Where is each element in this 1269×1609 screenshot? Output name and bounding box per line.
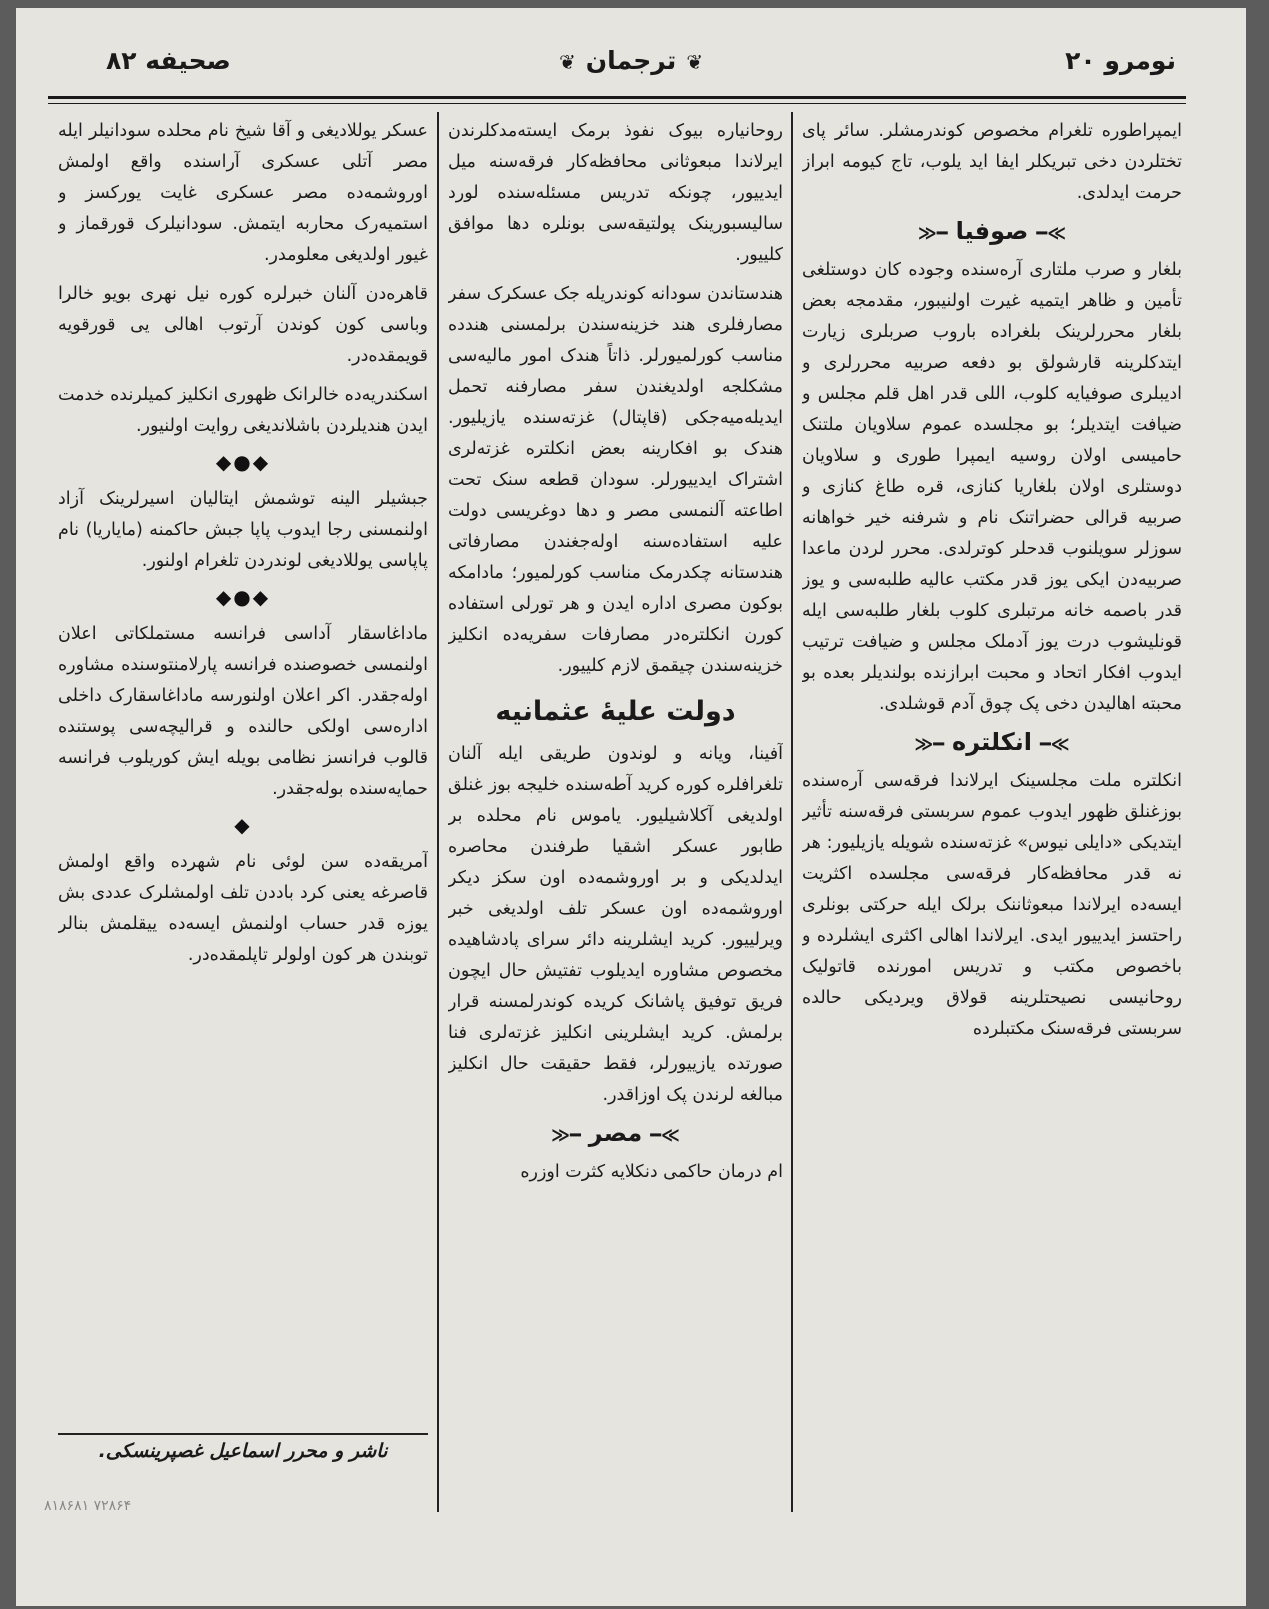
column-divider (791, 112, 793, 1512)
article-paragraph: انکلتره ملت مجلسینک ایرلاندا فرقه‌سی آره‌سنده بوزغنلق ظهور ایدوب عموم سربستی فرقه‌سنه تأثیر ایتدیکی «دایلی نیوس» غزته‌سنده شویله یازیلیور: هر نه قدر محافظه‌کار فرقه‌سی مجلسده اکثریت ایسه‌ده ایرلاندا مبعوثاننک برلک ایله حرکتی بونلری راحتسز ایدییور ایدی. ایرلاندا اهالی اکثری ایشلرده و باخصوص مکتب و تدریس امورنده قاتولیک روحانیسی نصیحتلرینه قولاق ویردیکی حالده سربستی فرقه‌سنک مکتبلرده (802, 771, 1182, 1039)
section-heading-sofia: ≫━صوفیا━≪ (917, 217, 1067, 245)
article-paragraph: هندستاندن سودانه کوندریله جک عسکرک سفر مصارفلری هند خزینه‌سندن برلمسنی هندده مناسب کورلمیورلر. ذاتاً هندک امور مالیه‌سی مشکلجه اولدیغندن سفر مصارفنه تحمل ایدیله‌میه‌جکی (قاپتال) غزته‌سنده یازیلیور. هندک بو افکارینه بعض انکلتره غزته‌لری اشتراک ایدییورلر. سودان قطعه سنک تحت اطاعته آلنمسی مصر و دها دوغریسی دولت علیه استفاده‌سنه اوله‌جغندن مصارفاتی هندستانه چکدرمک مناسب کورلمیور؛ مادامکه بوکون مصری اداره ایدن و هر تورلی استفاده کورن انکلتره‌در مصارفات سفریه‌ده انکلیز خزینه‌سندن چیقمق لازم کلییور. (448, 284, 783, 676)
article-paragraph: آمریقه‌ده سن لوئی نام شهرده واقع اولمش قاصرغه یعنی کرد باددن تلف اولمشلرک عددی بش یوزه قدر حساب اولنمش ایسه‌ده ییقلمش بنالر توبندن هر کون اولولر تاپلمقده‌در. (58, 852, 428, 965)
article-paragraph: جبشیلر الینه توشمش ایتالیان اسیرلرینک آزاد اولنمسنی رجا ایدوب پاپا جبش حاکمنه (مایاریا) نام پاپاسی یوللادیغی لوندردن تلغرام اولنور. (58, 489, 428, 571)
ornament-icon: ❦ (559, 50, 576, 74)
column-divider (437, 112, 439, 1512)
ornament-icon: ━≪ (551, 1125, 581, 1146)
section-title-ottoman-state: دولت علیهٔ عثمانیه (495, 696, 736, 727)
separator-ornament: ◆ (234, 813, 252, 837)
newspaper-title: ترجمان (585, 46, 677, 75)
ornament-icon: ≫━ (1039, 734, 1070, 755)
publisher-line: ناشر و محرر اسماعیل غصپرینسکی. (98, 1440, 388, 1462)
article-paragraph: روحانیاره بیوک نفوذ برمک ایسته‌مدکلرندن ایرلاندا مبعوثانی محافظه‌کار فرقه‌سنه میل ایدییور، چونکه تدریس مسئله‌سنده لورد سالیسبورینک پولتیقه‌سی بونلره دها موافق کلییور. (448, 121, 783, 265)
column-left (58, 116, 428, 1426)
article-paragraph: قاهره‌دن آلنان خبرلره کوره نیل نهری بویو خالرا وباسی کون کوندن آرتوب اهالی یی قورقویه قویمقده‌در. (58, 284, 428, 366)
ornament-icon: ≫━ (650, 1125, 680, 1146)
section-heading-england: ≫━انکلتره━≪ (914, 728, 1070, 756)
article-paragraph: ایمپراطوره تلغرام مخصوص کوندرمشلر. سائر پای تختلردن دخی تبریکلر ایفا اید یلوب، تاج کیومه ابراز حرمت ایدلدی. (802, 121, 1182, 203)
ornament-icon: ━≪ (917, 223, 948, 244)
newspaper-page (16, 8, 1246, 1606)
column-right (802, 116, 1182, 1516)
ornament-icon: ❦ (686, 50, 703, 74)
ornament-icon: ━≪ (914, 734, 945, 755)
article-paragraph: آفینا، ویانه و لوندون طریقی ایله آلنان تلغرافلره کوره کرید آطه‌سنده خلیجه بوز غنلق اولدیغی آکلاشیلیور. یاموس نام محلده بر طابور عسکر اشقیا طرفندن محاصره ایدلدیکی و بر اوروشمه‌ده اون سکز دیکر اوروشمه‌ده اون عسکر تلف اولدیغی خبر ویرلییور. کرید ایشلرینه دائر سرای پادشاهیده مخصوص مشاوره ایدیلوب تفتیش حال ایچون فریق توفیق پاشانک کریده کوندرلمسنه قرار برلمش. کرید ایشلرینی انکلیز غزته‌لری فنا صورتده یازییورلر، فقط حقیقت حال انکلیز مبالغه لرندن پک اوزاقدر. (448, 744, 783, 1105)
column-middle (448, 116, 783, 1516)
article-paragraph: اسکندریه‌ده خالرانک ظهوری انکلیز کمیلرنده خدمت ایدن هندیلردن باشلاندیغی روایت اولنیور. (58, 385, 428, 436)
ornament-icon: ≫━ (1036, 223, 1067, 244)
article-paragraph: ماداغاسقار آداسی فرانسه مستملکاتی اعلان اولنمسی خصوصنده فرانسه پارلامنتوسنده مشاوره اوله‌جقدر. اکر اعلان اولنورسه ماداغاسقارک داخلی اداره‌سی اولکی حالنده و قرالیچه‌سی پوستنده قالوب فرانسز نظامی بویله ایش کوریلوب فرانسه حمایه‌سنده بوله‌جقدر. (58, 624, 428, 799)
header-rule-thin (48, 103, 1186, 104)
article-paragraph: عسکر یوللادیغی و آقا شیخ نام محلده سودانیلر ایله مصر آتلی عسکری آراسنده واقع اولمش اوروشمه‌ده مصر عسکری غایت یورکسز و استمیه‌رک محاربه ایتمش. سودانیلرک قورقماز و غیور اولدیغی معلومدر. (58, 121, 428, 265)
issue-number: نومرو ۲۰ (1065, 46, 1176, 75)
section-heading-egypt: ≫━مصر━≪ (551, 1119, 680, 1147)
separator-ornament: ◆●◆ (215, 450, 271, 474)
article-paragraph: ام درمان حاکمی دنکلایه کثرت اوزره (520, 1162, 783, 1182)
article-paragraph: بلغار و صرب ملتاری آره‌سنده وجوده کان دوستلغی تأمین و ظاهر ایتمیه غیرت اولنیبور، مقدمجه بعض بلغار محررلرینک بلغراده باروب صربلری زیارت ایتدکلرینه قارشولق بو دفعه صربیه محررلری و ادیبلری صوفیایه کلوب، اللی قدر اهل قلم مجلس و ضیافت ایتدیلر؛ بو مجلسده عموم سلاویان ملتنک حامیسی اولان روسیه ایمپرا طوری و سلاویان دوستلری اولان بلغاریا کنازی، قره طاغ کنازی و صربیه قرالی حضراتنک نام و شرفنه خیر خواهانه سوزلر سویلنوب قدحلر کوترلدی. محرر لردن ماعدا صربیه‌دن ایکی یوز قدر مکتب عالیه طلبه‌سی و یوز قدر باصمه خانه مرتبلری کلوب بلغار طلبه‌سی ایله قونلیشوب درت یوز آدملک مجلس و ضیافت ترتیب ایدوب افکار اتحاد و محبت ابرازنده بولندیلر بعده بو محبته اهالیدن دخی پک چوق آدم قوشلدی. (802, 260, 1182, 714)
margin-numbers: ۸۱۸۶۸۱ ۷۲۸۶۴ (44, 1498, 132, 1514)
header-rule (48, 96, 1186, 99)
separator-ornament: ◆●◆ (215, 585, 271, 609)
page-number: صحیفه ۸۲ (106, 46, 231, 75)
footer-rule (58, 1433, 428, 1435)
